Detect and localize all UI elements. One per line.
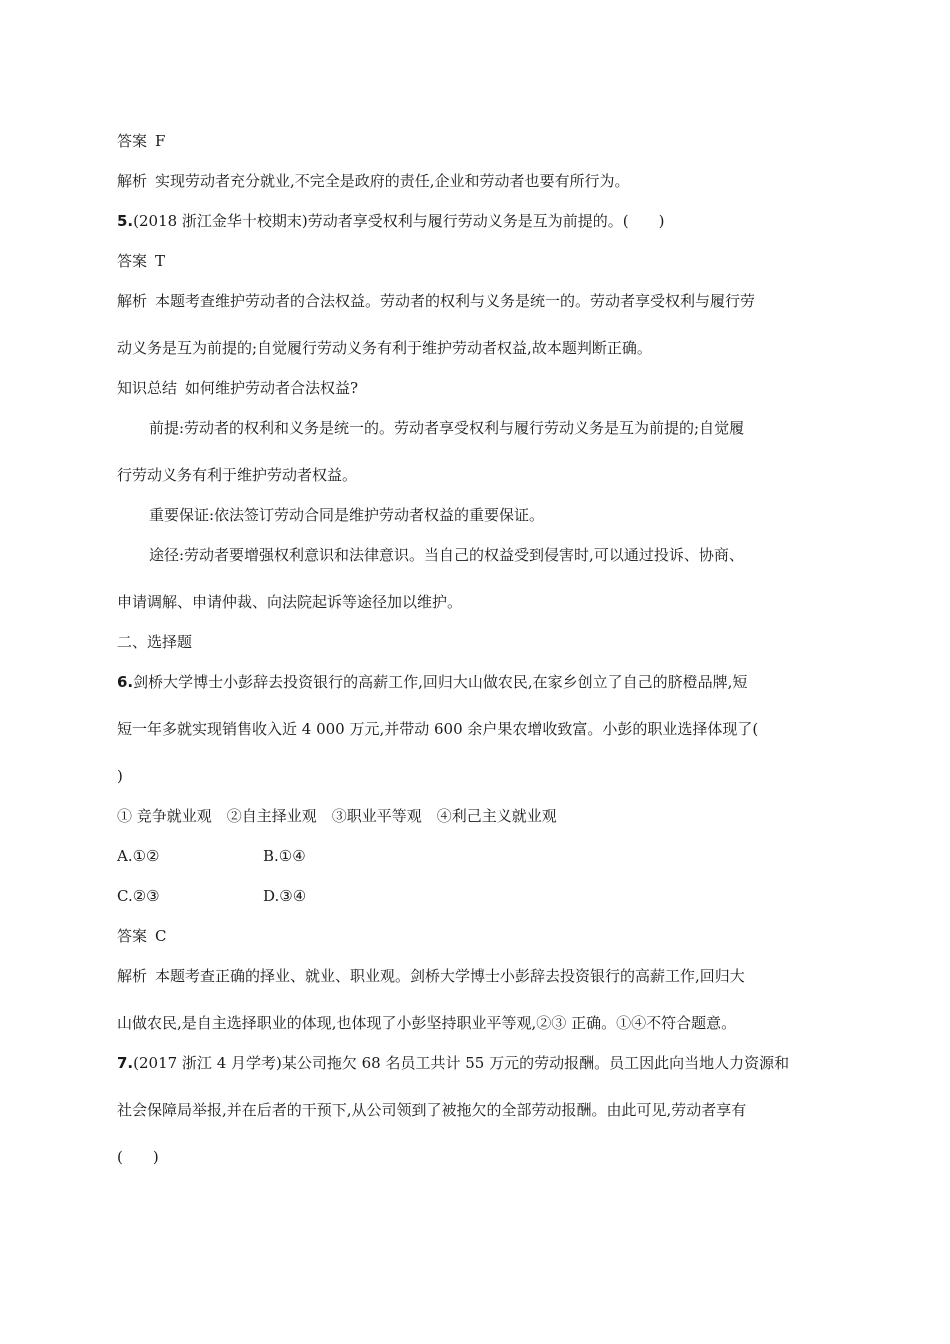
analysis-continuation: 动义务是互为前提的;自觉履行劳动义务有利于维护劳动者权益,故本题判断正确。	[117, 339, 652, 357]
answer-label: 答案	[117, 252, 148, 270]
question-6-items: ① 竞争就业观 ②自主择业观 ③职业平等观 ④利己主义就业观	[117, 807, 557, 825]
question-text: (2017 浙江 4 月学考)某公司拖欠 68 名员工共计 55 万元的劳动报酬。员工因此向当地人力资源和	[133, 1054, 790, 1072]
question-7	[117, 1053, 789, 1073]
option-d: D.③④	[263, 887, 307, 905]
option-a: A.①②	[117, 847, 160, 865]
summary-paragraph: 前提:劳动者的权利和义务是统一的。劳动者享受权利与履行劳动义务是互为前提的;自觉履	[149, 419, 745, 437]
option-row	[117, 886, 417, 906]
question-number: 7.	[117, 1054, 134, 1072]
answer-value: T	[155, 252, 166, 270]
knowledge-summary-label: 知识总结	[117, 379, 178, 397]
summary-paragraph: 重要保证:依法签订劳动合同是维护劳动者权益的重要保证。	[149, 506, 545, 524]
answer-value: C	[155, 927, 167, 945]
analysis-text: 本题考查维护劳动者的合法权益。劳动者的权利与义务是统一的。劳动者享受权利与履行劳	[155, 292, 756, 310]
knowledge-summary-title: 如何维护劳动者合法权益?	[185, 379, 359, 397]
analysis-label: 解析	[117, 172, 148, 190]
question-6	[117, 672, 747, 692]
knowledge-summary-line	[117, 378, 358, 398]
answer-line	[117, 131, 165, 151]
answer-label: 答案	[117, 132, 148, 150]
question-7-bracket: ( )	[117, 1148, 159, 1166]
section-heading: 二、选择题	[117, 633, 193, 651]
analysis-line	[117, 966, 745, 986]
analysis-text: 本题考查正确的择业、就业、职业观。剑桥大学博士小彭辞去投资银行的高薪工作,回归大	[155, 967, 745, 985]
summary-paragraph: 途径:劳动者要增强权利意识和法律意识。当自己的权益受到侵害时,可以通过投诉、协商、	[149, 546, 744, 564]
summary-paragraph-continuation: 行劳动义务有利于维护劳动者权益。	[117, 466, 358, 484]
analysis-line	[117, 291, 755, 311]
analysis-text: 实现劳动者充分就业,不完全是政府的责任,企业和劳动者也要有所行为。	[155, 172, 630, 190]
question-6-continuation: 短一年多就实现销售收入近 4 000 万元,并带动 600 余户果农增收致富。小彭的职业选择体现了(	[117, 720, 759, 738]
answer-line	[117, 251, 165, 271]
analysis-label: 解析	[117, 967, 148, 985]
answer-label: 答案	[117, 927, 148, 945]
answer-value: F	[155, 132, 166, 150]
question-number: 6.	[117, 673, 134, 691]
option-row	[117, 846, 417, 866]
option-c: C.②③	[117, 887, 160, 905]
question-text: (2018 浙江金华十校期末)劳动者享受权利与履行劳动义务是互为前提的。( )	[133, 212, 665, 230]
question-6-bracket: )	[117, 767, 123, 785]
analysis-label: 解析	[117, 292, 148, 310]
summary-paragraph-continuation: 申请调解、申请仲裁、向法院起诉等途径加以维护。	[117, 593, 463, 611]
question-5	[117, 211, 665, 231]
question-7-continuation: 社会保障局举报,并在后者的干预下,从公司领到了被拖欠的全部劳动报酬。由此可见,劳动者享有	[117, 1101, 747, 1119]
answer-line	[117, 926, 167, 946]
analysis-line	[117, 171, 630, 191]
question-number: 5.	[117, 212, 134, 230]
question-text: 剑桥大学博士小彭辞去投资银行的高薪工作,回归大山做农民,在家乡创立了自己的脐橙品牌,短	[133, 673, 748, 691]
analysis-continuation: 山做农民,是自主选择职业的体现,也体现了小彭坚持职业平等观,②③ 正确。①④不符合题意。	[117, 1014, 737, 1032]
option-b: B.①④	[263, 847, 306, 865]
